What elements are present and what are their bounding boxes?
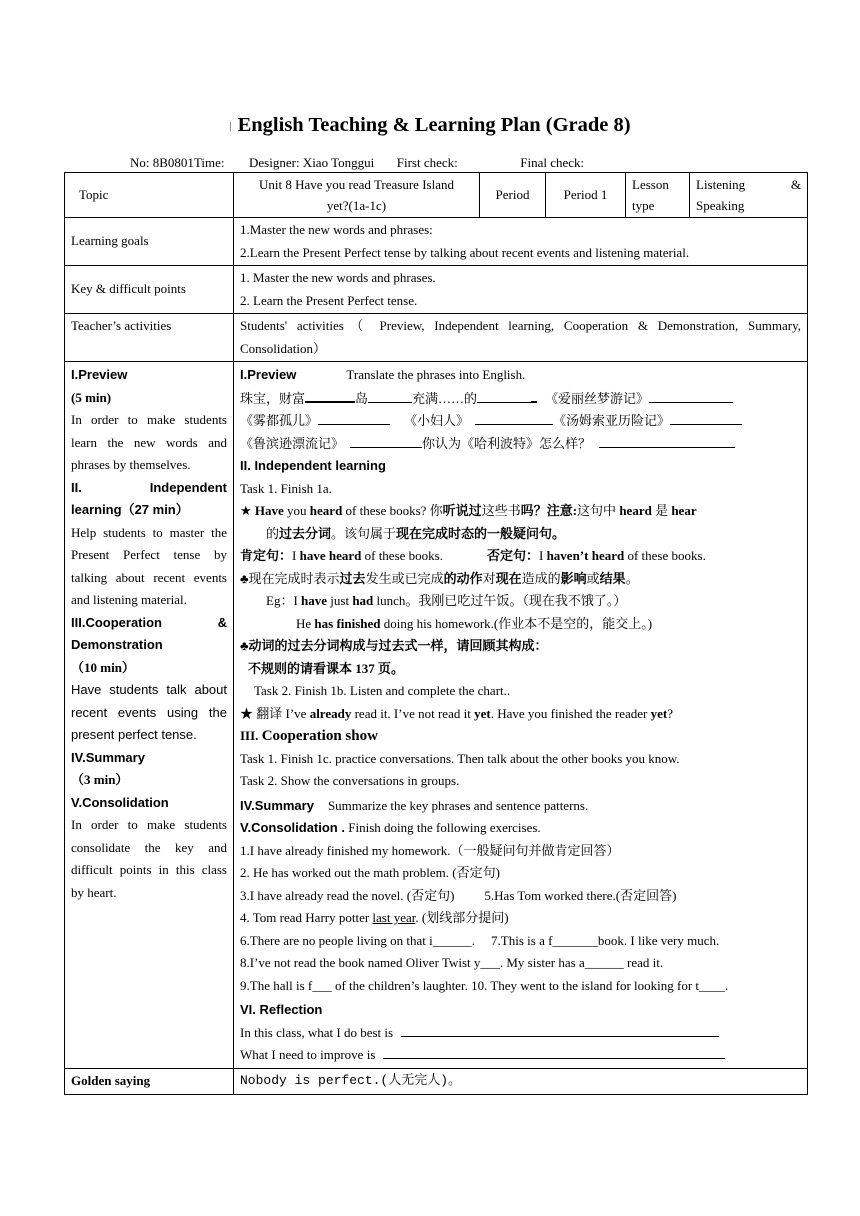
ex6a: 6.There are no people living on that i: [240, 932, 433, 948]
learning-goals-row: [65, 218, 808, 266]
exercise-4: [240, 907, 801, 930]
exercise-8: [240, 952, 801, 975]
s2g: ?: [667, 705, 673, 721]
plan-table: [64, 172, 808, 1095]
s1m: 的: [266, 525, 280, 541]
exercise-9-10: [240, 975, 801, 998]
c1f: 现在: [495, 570, 522, 586]
lesson-type-amp: &: [790, 177, 801, 192]
s1p: 现在完成时态的一般疑问句。: [396, 525, 566, 541]
phrase-1: 珠宝，财富: [240, 390, 306, 406]
lesson-type-value-2: Speaking: [696, 198, 745, 213]
key-points-row: [65, 266, 808, 314]
header-row: [65, 173, 808, 218]
golden-saying-row: [65, 1069, 808, 1095]
golden-saying-text: Nobody is perfect.(人无完人)。: [234, 1069, 808, 1095]
neg-d: of these books.: [624, 548, 706, 563]
ex7b[interactable]: _______: [552, 932, 598, 948]
e2c: doing his homework.(作业本不是空的，能交上。): [380, 615, 653, 631]
reflection-2: [240, 1044, 801, 1067]
students-column: [234, 362, 808, 1069]
positive-negative-line: [240, 545, 801, 568]
s1l: hear: [671, 503, 697, 518]
irregular-note: 不规则的请看课本 137 页。: [248, 660, 405, 676]
c1k: 。: [625, 570, 639, 586]
c1b: 过去: [339, 570, 366, 586]
topic-label: Topic: [65, 173, 234, 218]
reflection-1: [240, 1022, 801, 1045]
ex4b: last year: [372, 910, 416, 925]
period-label: Period: [480, 173, 546, 218]
left-coop-title: [71, 612, 227, 635]
exercise-2: 2. He has worked out the math problem. (否定句): [240, 865, 500, 880]
blank[interactable]: [670, 410, 742, 425]
key-points-line1: 1. Master the new words and phrases.: [240, 270, 436, 285]
reflection-2-label: What I need to improve is: [240, 1047, 376, 1062]
c1h: 影响: [560, 570, 587, 586]
s1o: 。该句属于: [331, 525, 397, 541]
left-preview-text: In order to make students learn the new words and phrases by themselves.: [71, 412, 227, 472]
phrase-3: 充满……的: [412, 390, 478, 406]
neg-c: haven’t heard: [546, 548, 625, 563]
learning-goals-label: Learning goals: [65, 218, 234, 266]
consolidation-text: Finish doing the following exercises.: [344, 820, 541, 835]
example-2: [240, 613, 801, 636]
exercise-3-5: [240, 885, 801, 908]
reflection-heading: VI. Reflection: [240, 1002, 323, 1017]
phrase-8: 《鲁滨逊漂流记》: [240, 435, 345, 451]
s1h: 吗？注意:: [520, 503, 578, 518]
teacher-column: [65, 362, 234, 1069]
left-consolidation-title: V.Consolidation: [71, 794, 169, 810]
summary-heading: IV.Summary: [240, 797, 314, 813]
s1c: you: [283, 503, 310, 518]
left-coop-title-a: III.Cooperation: [71, 614, 162, 630]
coop-head-num: III.: [240, 728, 262, 743]
left-preview-time: (5 min): [71, 389, 112, 405]
key-points-content: [234, 266, 808, 314]
preview-row-2: [240, 410, 801, 433]
s1i: 这句中: [577, 503, 620, 518]
e1b: have: [301, 593, 328, 608]
learning-goals-line2: 2.Learn the Present Perfect tense by talking about recent events and listening material.: [240, 244, 690, 260]
left-coop-amp: &: [217, 614, 227, 630]
s2c: read it. I’ve not read it: [351, 705, 475, 721]
ex6c: .: [471, 932, 476, 948]
e2a: He: [296, 615, 315, 631]
preview-instruction: Translate the phrases into English.: [346, 367, 526, 382]
lesson-type-value: [690, 173, 808, 218]
s1g: 这些书: [481, 503, 521, 518]
left-coop-title-b: Demonstration: [71, 637, 163, 652]
phrase-6: 《小妇人》: [404, 413, 470, 428]
club-note-1: [240, 568, 801, 591]
consolidation-line: [240, 817, 801, 840]
left-preview-title: I.Preview: [71, 367, 128, 382]
meta-line: [130, 155, 584, 171]
e1a: Eg：I: [266, 593, 302, 608]
e2b: has finished: [314, 615, 381, 631]
ex8e: read it.: [623, 955, 664, 970]
phrase-7: 《汤姆索亚历险记》: [553, 413, 671, 428]
pos-c: have heard: [299, 548, 362, 563]
left-independent-title-c: learning（27 min）: [71, 502, 189, 517]
ex9b[interactable]: ___: [312, 977, 332, 993]
summary-line: [240, 795, 801, 818]
topic-line2: yet?(1a-1c): [326, 198, 387, 213]
ex7c: book. I like very much.: [597, 932, 720, 948]
star-icon: ★: [240, 503, 255, 518]
preview-heading-line: [240, 364, 801, 387]
e1c: just: [327, 593, 353, 608]
phrase-5: 《雾都孤儿》: [240, 413, 319, 428]
left-independent-title-a: II.: [71, 479, 82, 495]
students-activities-label: Students' activities（ Preview, Independent learning, Cooperation & Demonstration, Summary, Consolidation）: [234, 314, 808, 362]
task-1: Task 1. Finish 1a.: [240, 480, 332, 496]
blank[interactable]: [318, 410, 390, 425]
meta-first-check: First check:: [396, 155, 458, 170]
blank[interactable]: [475, 410, 553, 425]
s1k: 是: [651, 503, 672, 518]
s2a: ★ 翻译 I’ve: [240, 705, 310, 721]
topic-value: [234, 173, 480, 218]
ex9e: .: [725, 977, 729, 993]
preview-row-1: [240, 387, 801, 411]
blank[interactable]: [649, 388, 733, 403]
pos-d: of these books.: [361, 548, 443, 563]
independent-heading: II. Independent learning: [240, 458, 386, 473]
blank[interactable]: [477, 388, 531, 403]
title-text: English Teaching & Learning Plan (Grade 8): [237, 114, 631, 136]
left-consolidation-text: In order to make students consolidate the key and difficult points in this class by heart.: [71, 817, 227, 900]
s2b: already: [309, 705, 352, 721]
left-summary-time: （3 min）: [71, 772, 129, 787]
ex8a: 8.I’ve not read the book named Oliver Twist y: [240, 955, 481, 970]
s1j: heard: [619, 503, 652, 518]
s1n: 过去分词: [279, 525, 332, 541]
c1i: 或: [586, 570, 600, 586]
lesson-type-value-1: Listening: [696, 177, 746, 192]
star-note-1-cont: [240, 523, 801, 546]
pos-label: 肯定句：: [240, 548, 293, 563]
coop-head-text: Cooperation show: [261, 728, 378, 744]
left-summary-title: IV.Summary: [71, 749, 145, 765]
learning-goals-content: [234, 218, 808, 266]
s1e: of these books? 你: [342, 503, 443, 518]
s1b: Have: [254, 503, 284, 518]
c1g: 造成的: [521, 570, 561, 586]
s2d: yet: [474, 705, 491, 721]
lesson-type-label-1: Lesson: [632, 177, 669, 192]
learning-goals-line1: 1.Master the new words and phrases:: [240, 222, 433, 237]
ex9d[interactable]: ____: [699, 977, 726, 993]
club-note-2: ♣动词的过去分词构成与过去式一样，请回顾其构成：: [240, 638, 548, 653]
exercise-1: 1.I have already finished my homework.（一般疑问句并做肯定回答）: [240, 842, 620, 858]
c1d: 的动作: [443, 570, 483, 586]
left-independent-title-b: Independent: [149, 479, 227, 495]
cursor-mark: |: [229, 120, 232, 133]
reflection-2-blank[interactable]: [383, 1044, 725, 1059]
c1j: 结果: [599, 570, 626, 586]
ex8b[interactable]: ___: [480, 955, 500, 970]
golden-saying-label: Golden saying: [65, 1069, 234, 1095]
blank[interactable]: [368, 388, 412, 403]
exercise-3: 3.I have already read the novel. (否定句): [240, 887, 455, 903]
key-points-line2: 2. Learn the Present Perfect tense.: [240, 292, 418, 308]
s2f: yet: [650, 705, 668, 721]
page-title: [0, 114, 860, 137]
reflection-1-blank[interactable]: [401, 1022, 719, 1037]
s2e: . Have you finished the reader: [490, 705, 651, 721]
ex9a: 9.The hall is f: [240, 977, 313, 993]
blank[interactable]: [599, 433, 735, 448]
meta-final-check: Final check:: [520, 155, 585, 170]
c1a: ♣现在完成时表示: [240, 570, 340, 586]
left-independent-title: [71, 477, 227, 500]
meta-designer: Designer: Xiao Tonggui: [249, 155, 375, 170]
ex4c: . (划线部分提问): [415, 910, 509, 925]
ex9c: of the children’s laughter. 10. They went to the island for looking for t: [331, 977, 700, 993]
star-note-1: [240, 500, 801, 523]
ex7a: 7.This is a f: [491, 932, 553, 948]
ex8d[interactable]: ______: [584, 955, 624, 970]
exercise-6-7: [240, 930, 801, 953]
phrase-9: 你认为《哈利波特》怎么样？: [422, 435, 592, 451]
consolidation-heading: V.Consolidation .: [240, 820, 345, 835]
exercise-5: 5.Has Tom worked there.(否定回答): [484, 887, 677, 903]
e1d: had: [352, 593, 374, 608]
neg-b: I: [538, 548, 547, 563]
coop-task-2: Task 2. Show the conversations in groups.: [240, 773, 460, 788]
left-independent-text: Help students to master the Present Perfect tense by talking about recent events and listening material.: [71, 524, 227, 607]
pos-b: I: [292, 548, 300, 563]
c1c: 发生或已完成: [365, 570, 444, 586]
blank[interactable]: [531, 387, 537, 403]
main-content-row: [65, 362, 808, 1069]
ex8c: . My sister has a: [499, 955, 585, 970]
cooperation-heading: [240, 725, 801, 748]
c1e: 对: [482, 570, 496, 586]
coop-task-1: Task 1. Finish 1c. practice conversations. Then talk about the other books you know.: [240, 750, 680, 766]
left-coop-text: Have students talk about recent events using the present perfect tense.: [71, 682, 227, 742]
teacher-activities-label: Teacher’s activities: [65, 314, 234, 362]
phrase-2: 岛: [355, 390, 369, 406]
lesson-type-label: [626, 173, 690, 218]
key-points-label: Key & difficult points: [65, 266, 234, 314]
e1e: lunch。我刚已吃过午饭。（现在我不饿了。）: [373, 593, 627, 608]
task-2: Task 2. Finish 1b. Listen and complete the chart..: [254, 683, 511, 698]
meta-no: No: 8B0801Time:: [130, 155, 225, 170]
lesson-type-label-2: type: [632, 198, 655, 213]
star-note-2: [240, 703, 801, 726]
neg-label: 否定句：: [486, 548, 539, 563]
phrase-4: 《爱丽丝梦游记》: [545, 390, 650, 406]
ex6b[interactable]: ______: [432, 932, 472, 948]
s1f: 听说过: [442, 503, 482, 518]
example-1: [240, 590, 801, 613]
blank[interactable]: [305, 387, 355, 403]
preview-heading: I.Preview: [240, 367, 297, 382]
ex4a: 4. Tom read Harry potter: [240, 910, 373, 925]
reflection-1-label: In this class, what I do best is: [240, 1024, 394, 1040]
left-coop-time: （10 min）: [71, 659, 135, 675]
topic-line1: Unit 8 Have you read Treasure Island: [259, 177, 454, 192]
summary-text: Summarize the key phrases and sentence patterns.: [327, 797, 589, 813]
s1d: heard: [309, 503, 343, 518]
period-value: Period 1: [546, 173, 626, 218]
blank[interactable]: [350, 433, 422, 448]
preview-row-3: [240, 433, 801, 456]
activities-header-row: [65, 314, 808, 362]
